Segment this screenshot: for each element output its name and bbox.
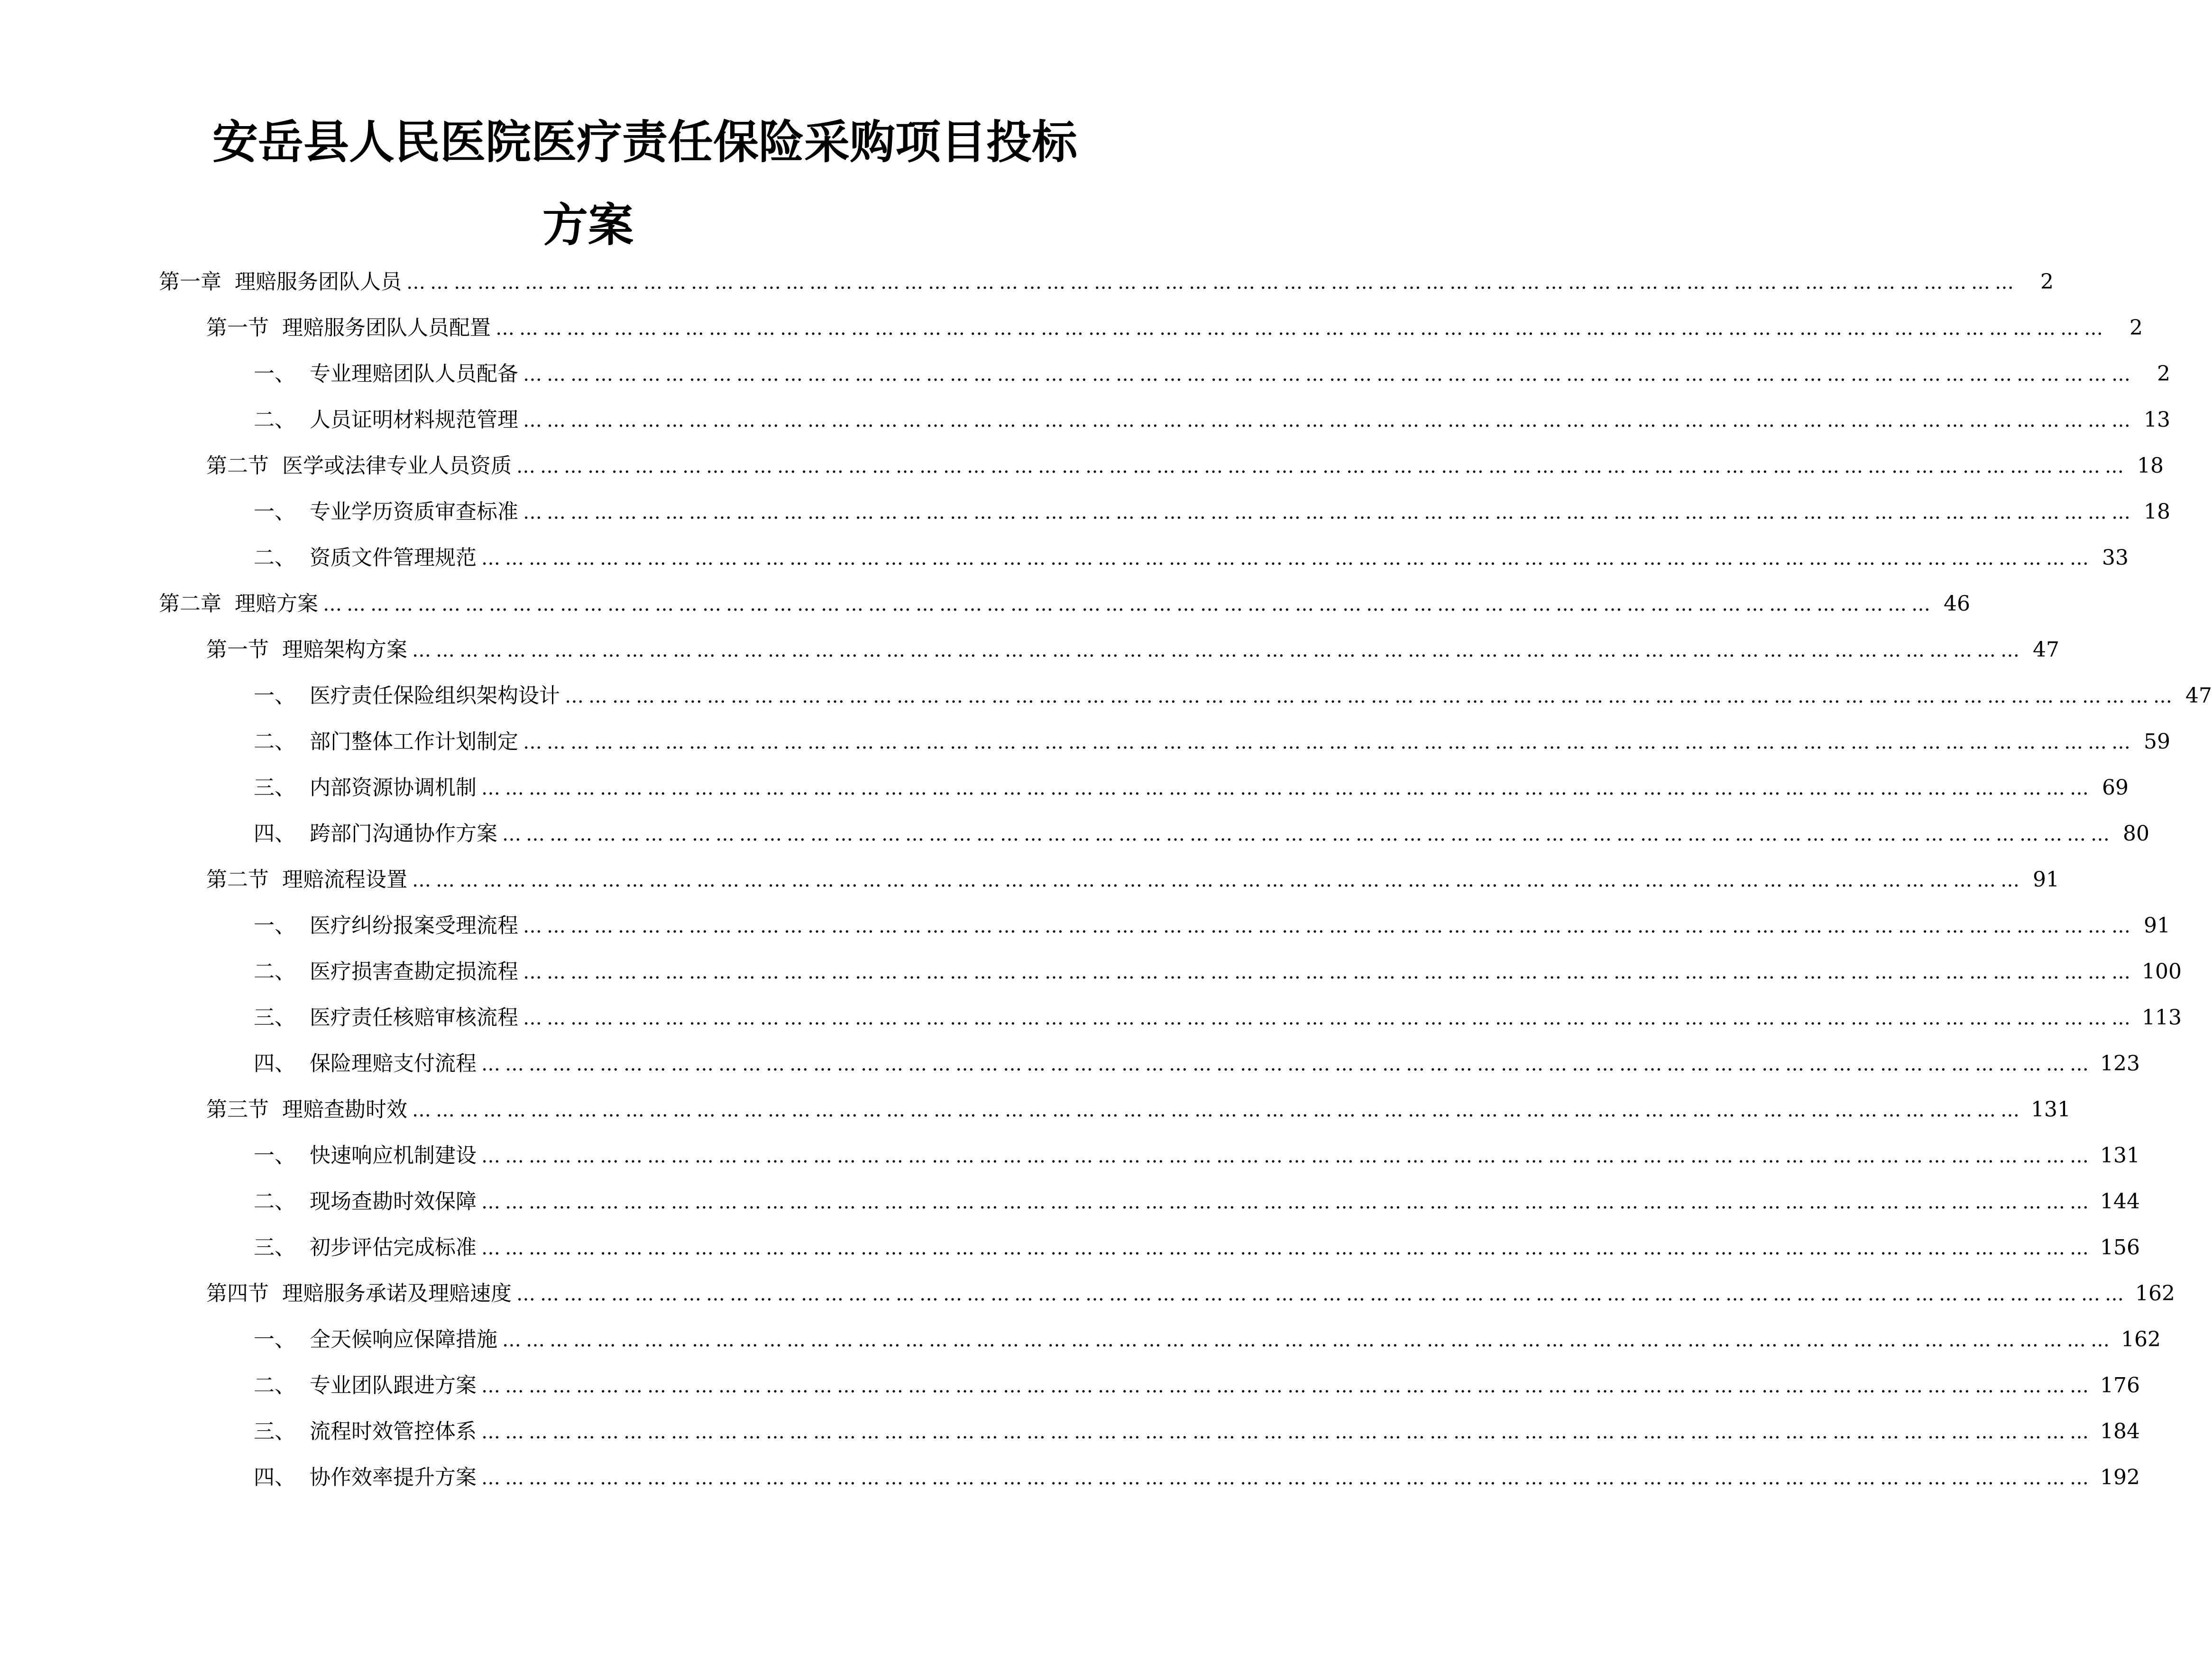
- toc-entry-page-number: 184: [2100, 1419, 2140, 1444]
- toc-entry-marker: 第一节: [206, 316, 269, 340]
- toc-entry-section[interactable]: [206, 863, 2059, 896]
- toc-entry-label: 资质文件管理规范: [310, 546, 477, 570]
- toc-entry-section[interactable]: [206, 311, 2143, 345]
- toc-entry-subsection[interactable]: [254, 725, 2170, 758]
- toc-entry-page-number: 162: [2135, 1281, 2175, 1306]
- toc-entry-label: 理赔流程设置: [282, 868, 407, 892]
- toc-entry-marker: 四、: [254, 1051, 295, 1076]
- toc-entry-subsection[interactable]: [254, 955, 2182, 988]
- toc-entry-marker: 第二章: [159, 592, 221, 616]
- toc-entry-subsection[interactable]: [254, 1323, 2161, 1356]
- toc-entry-page-number: 123: [2100, 1051, 2140, 1076]
- toc-entry-marker: 二、: [254, 959, 295, 984]
- toc-entry-page-number: 69: [2102, 776, 2129, 800]
- toc-entry-label: 理赔架构方案: [282, 638, 407, 662]
- toc-entry-subsection[interactable]: [254, 1369, 2140, 1402]
- toc-entry-page-number: 47: [2033, 638, 2059, 662]
- toc-dot-leader: ……………………………………………………………………………………………………………………………………………………………………………………: [412, 1099, 2024, 1121]
- toc-entry-subsection[interactable]: [254, 541, 2129, 575]
- toc-dot-leader: ……………………………………………………………………………………………………………………………………………………………………………………: [481, 548, 2093, 569]
- toc-dot-leader: ……………………………………………………………………………………………………………………………………………………………………………………: [481, 1237, 2093, 1259]
- toc-entry-page-number: 18: [2137, 454, 2164, 478]
- toc-dot-leader: ……………………………………………………………………………………………………………………………………………………………………………………: [481, 1191, 2093, 1213]
- toc-dot-leader: ……………………………………………………………………………………………………………………………………………………………………………………: [523, 502, 2135, 523]
- toc-entry-marker: 第二节: [206, 868, 269, 892]
- toc-entry-page-number: 113: [2142, 1005, 2182, 1030]
- toc-entry-marker: 第四节: [206, 1281, 269, 1306]
- toc-entry-marker: 第二节: [206, 454, 269, 478]
- toc-entry-label: 初步评估完成标准: [310, 1235, 477, 1260]
- toc-entry-page-number: 2: [2129, 316, 2143, 340]
- toc-entry-marker: 三、: [254, 776, 295, 800]
- toc-dot-leader: ……………………………………………………………………………………………………………………………………………………………………………………: [481, 777, 2093, 799]
- toc-dot-leader: ……………………………………………………………………………………………………………………………………………………………………………………: [502, 1329, 2114, 1351]
- toc-dot-leader: ……………………………………………………………………………………………………………………………………………………………………………………: [481, 1375, 2093, 1397]
- toc-entry-marker: 二、: [254, 730, 295, 754]
- toc-entry-label: 理赔服务团队人员: [235, 270, 402, 294]
- toc-entry-section[interactable]: [206, 633, 2059, 667]
- toc-entry-marker: 一、: [254, 362, 295, 386]
- toc-dot-leader: ……………………………………………………………………………………………………………………………………………………………………………………: [523, 1007, 2135, 1029]
- toc-entry-label: 全天候响应保障措施: [310, 1327, 497, 1352]
- document-title-line-1: 安岳县人民医院医疗责任保险采购项目投标: [212, 116, 1077, 169]
- toc-entry-label: 理赔服务团队人员配置: [282, 316, 491, 340]
- toc-entry-section[interactable]: [206, 1277, 2175, 1310]
- toc-entry-page-number: 59: [2144, 730, 2170, 754]
- toc-dot-leader: ……………………………………………………………………………………………………………………………………………………………………………………: [565, 685, 2177, 707]
- toc-entry-label: 医学或法律专业人员资质: [282, 454, 512, 478]
- toc-entry-marker: 三、: [254, 1235, 295, 1260]
- toc-entry-page-number: 91: [2033, 868, 2059, 892]
- toc-entry-label: 医疗损害查勘定损流程: [310, 959, 518, 984]
- toc-entry-label: 理赔服务承诺及理赔速度: [282, 1281, 512, 1306]
- toc-entry-page-number: 80: [2123, 822, 2149, 846]
- toc-entry-label: 医疗责任保险组织架构设计: [310, 684, 560, 708]
- toc-entry-marker: 一、: [254, 500, 295, 524]
- toc-entry-marker: 一、: [254, 684, 295, 708]
- toc-entry-page-number: 131: [2100, 1143, 2140, 1168]
- toc-entry-subsection[interactable]: [254, 403, 2170, 437]
- toc-dot-leader: ……………………………………………………………………………………………………………………………………………………………………………………: [481, 1421, 2093, 1443]
- toc-entry-page-number: 13: [2144, 408, 2170, 432]
- toc-dot-leader: ……………………………………………………………………………………………………………………………………………………………………………………: [523, 961, 2135, 983]
- toc-dot-leader: ……………………………………………………………………………………………………………………………………………………………………………………: [523, 410, 2135, 431]
- toc-dot-leader: ……………………………………………………………………………………………………………………………………………………………………………………: [406, 272, 2019, 293]
- toc-entry-page-number: 144: [2100, 1189, 2140, 1214]
- toc-entry-section[interactable]: [206, 449, 2164, 483]
- toc-entry-marker: 三、: [254, 1005, 295, 1030]
- toc-entry-label: 现场查勘时效保障: [310, 1189, 477, 1214]
- toc-entry-subsection[interactable]: [254, 1415, 2140, 1448]
- toc-dot-leader: ……………………………………………………………………………………………………………………………………………………………………………………: [523, 731, 2135, 753]
- toc-entry-marker: 一、: [254, 914, 295, 938]
- toc-entry-page-number: 131: [2031, 1097, 2071, 1122]
- toc-entry-marker: 四、: [254, 1465, 295, 1489]
- toc-dot-leader: ……………………………………………………………………………………………………………………………………………………………………………………: [323, 594, 1935, 615]
- toc-entry-chapter[interactable]: [159, 265, 2054, 299]
- toc-entry-page-number: 18: [2144, 500, 2170, 524]
- toc-entry-chapter[interactable]: [159, 587, 1970, 621]
- toc-entry-marker: 二、: [254, 546, 295, 570]
- toc-entry-page-number: 46: [1944, 592, 1970, 616]
- toc-entry-marker: 二、: [254, 1373, 295, 1398]
- toc-entry-label: 部门整体工作计划制定: [310, 730, 518, 754]
- toc-entry-marker: 三、: [254, 1419, 295, 1444]
- toc-entry-label: 流程时效管控体系: [310, 1419, 477, 1444]
- toc-entry-page-number: 162: [2121, 1327, 2161, 1352]
- toc-entry-subsection[interactable]: [254, 909, 2170, 942]
- toc-entry-subsection[interactable]: [254, 1047, 2140, 1080]
- toc-entry-label: 理赔方案: [235, 592, 318, 616]
- toc-entry-page-number: 47: [2185, 684, 2212, 708]
- toc-entry-label: 保险理赔支付流程: [310, 1051, 477, 1076]
- toc-dot-leader: ……………………………………………………………………………………………………………………………………………………………………………………: [516, 456, 2129, 477]
- toc-entry-page-number: 2: [2040, 270, 2054, 294]
- toc-entry-label: 跨部门沟通协作方案: [310, 822, 497, 846]
- toc-entry-subsection[interactable]: [254, 495, 2170, 529]
- toc-entry-section[interactable]: [206, 1093, 2071, 1126]
- toc-dot-leader: ……………………………………………………………………………………………………………………………………………………………………………………: [481, 1467, 2093, 1489]
- toc-dot-leader: ……………………………………………………………………………………………………………………………………………………………………………………: [523, 364, 2135, 385]
- toc-entry-marker: 二、: [254, 408, 295, 432]
- toc-entry-label: 协作效率提升方案: [310, 1465, 477, 1489]
- toc-entry-page-number: 2: [2157, 362, 2170, 386]
- toc-entry-label: 专业团队跟进方案: [310, 1373, 477, 1398]
- toc-dot-leader: ……………………………………………………………………………………………………………………………………………………………………………………: [412, 869, 2024, 891]
- toc-entry-page-number: 91: [2144, 914, 2170, 938]
- toc-dot-leader: ……………………………………………………………………………………………………………………………………………………………………………………: [502, 823, 2114, 845]
- toc-entry-marker: 第一章: [159, 270, 221, 294]
- toc-entry-page-number: 192: [2100, 1465, 2140, 1489]
- toc-entry-page-number: 156: [2100, 1235, 2140, 1260]
- toc-entry-label: 快速响应机制建设: [310, 1143, 477, 1168]
- toc-dot-leader: ……………………………………………………………………………………………………………………………………………………………………………………: [496, 318, 2108, 339]
- toc-entry-subsection[interactable]: [254, 357, 2170, 391]
- toc-entry-label: 内部资源协调机制: [310, 776, 477, 800]
- toc-entry-marker: 一、: [254, 1143, 295, 1168]
- toc-entry-subsection[interactable]: [254, 1001, 2182, 1034]
- toc-dot-leader: ……………………………………………………………………………………………………………………………………………………………………………………: [412, 640, 2024, 661]
- toc-dot-leader: ……………………………………………………………………………………………………………………………………………………………………………………: [516, 1283, 2129, 1305]
- toc-entry-marker: 二、: [254, 1189, 295, 1214]
- toc-entry-subsection[interactable]: [254, 679, 2212, 713]
- toc-entry-page-number: 33: [2102, 546, 2129, 570]
- toc-entry-label: 人员证明材料规范管理: [310, 408, 518, 432]
- toc-entry-label: 理赔查勘时效: [282, 1097, 407, 1122]
- toc-entry-label: 医疗纠纷报案受理流程: [310, 914, 518, 938]
- toc-entry-label: 专业理赔团队人员配备: [310, 362, 518, 386]
- toc-entry-marker: 第一节: [206, 638, 269, 662]
- toc-entry-subsection[interactable]: [254, 1185, 2140, 1218]
- toc-entry-marker: 第三节: [206, 1097, 269, 1122]
- toc-dot-leader: ……………………………………………………………………………………………………………………………………………………………………………………: [523, 915, 2135, 937]
- toc-entry-subsection[interactable]: [254, 1231, 2140, 1264]
- toc-entry-label: 专业学历资质审查标准: [310, 500, 518, 524]
- toc-entry-page-number: 100: [2142, 959, 2182, 984]
- toc-dot-leader: ……………………………………………………………………………………………………………………………………………………………………………………: [481, 1145, 2093, 1167]
- toc-entry-subsection[interactable]: [254, 1461, 2140, 1494]
- toc-entry-page-number: 176: [2100, 1373, 2140, 1398]
- toc-entry-subsection[interactable]: [254, 817, 2149, 850]
- toc-dot-leader: ……………………………………………………………………………………………………………………………………………………………………………………: [481, 1053, 2093, 1075]
- toc-entry-marker: 四、: [254, 822, 295, 846]
- toc-entry-subsection[interactable]: [254, 771, 2129, 804]
- toc-entry-label: 医疗责任核赔审核流程: [310, 1005, 518, 1030]
- toc-entry-subsection[interactable]: [254, 1139, 2140, 1172]
- document-title-line-2: 方案: [542, 199, 633, 252]
- toc-entry-marker: 一、: [254, 1327, 295, 1352]
